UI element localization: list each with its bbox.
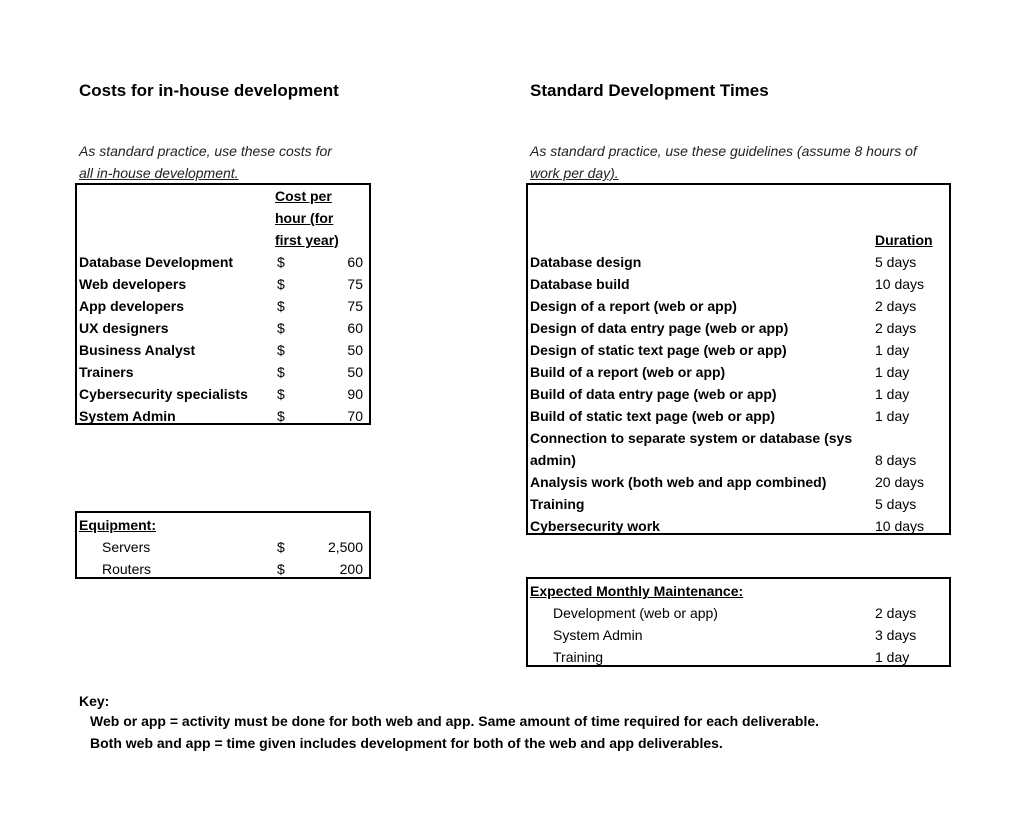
time-duration: 8 days [875,452,917,468]
time-row [528,339,949,361]
maintenance-label: System Admin [553,627,643,643]
cost-currency: $ [277,342,285,358]
maintenance-duration: 1 day [875,649,910,665]
cost-value: 75 [347,276,363,292]
cost-value: 60 [347,254,363,270]
time-duration: 5 days [875,496,917,512]
key-line2: Both web and app = time given includes development for both of the web and app deliverables. [90,735,723,751]
time-task-label: admin) [530,452,576,468]
time-duration: 20 days [875,474,925,490]
cost-row [77,251,369,273]
time-duration: 1 day [875,386,910,402]
equipment-title: Equipment: [79,517,156,533]
costs-title: Costs for in-house development [79,81,339,100]
time-duration: 10 days [875,276,925,292]
maintenance-label: Development (web or app) [553,605,718,621]
cost-currency: $ [277,320,285,336]
time-row [528,273,949,295]
maintenance-row [528,646,949,668]
cost-value: 70 [347,408,363,424]
cost-currency: $ [277,298,285,314]
times-table [526,183,951,535]
cost-currency: $ [277,386,285,402]
cost-value: 60 [347,320,363,336]
maintenance-label: Training [553,649,604,665]
cost-row [77,295,369,317]
maintenance-row [528,602,949,624]
equipment-row [77,536,369,558]
time-row [528,317,949,339]
time-task-label: Connection to separate system or database (sys [530,430,853,446]
cost-role-label: Cybersecurity specialists [79,386,248,402]
maintenance-table [526,577,951,667]
cost-row [77,383,369,405]
costs-header-line3: first year) [275,232,339,248]
cost-row [77,273,369,295]
cost-value: 50 [347,342,363,358]
time-task-label: Training [530,496,585,512]
cost-row [77,405,369,427]
times-title: Standard Development Times [530,81,769,100]
cost-currency: $ [277,408,285,424]
time-task-label: Cybersecurity work [530,518,660,534]
cost-role-label: Database Development [79,254,234,270]
key-title: Key: [79,693,110,709]
cost-value: 90 [347,386,363,402]
equipment-label: Routers [102,561,152,577]
time-row [528,471,949,493]
cost-currency: $ [277,364,285,380]
cost-value: 75 [347,298,363,314]
cost-currency: $ [277,254,285,270]
costs-intro-line1: As standard practice, use these costs for [79,143,332,159]
equipment-currency: $ [277,539,285,555]
time-task-label: Analysis work (both web and app combined) [530,474,827,490]
time-task-label: Database build [530,276,630,292]
times-intro-line1: As standard practice, use these guidelines (assume 8 hours of [530,143,917,159]
costs-table [75,183,371,425]
maintenance-duration: 3 days [875,627,917,643]
cost-role-label: Web developers [79,276,187,292]
time-row [528,449,949,471]
time-task-label: Build of static text page (web or app) [530,408,776,424]
time-duration: 2 days [875,320,917,336]
costs-header-line2: hour (for [275,210,334,226]
maintenance-row [528,624,949,646]
key-line1: Web or app = activity must be done for both web and app. Same amount of time required for each deliverable. [90,713,820,729]
time-row [528,383,949,405]
cost-role-label: App developers [79,298,185,314]
times-intro-line2: work per day). [530,165,619,181]
time-task-label: Build of a report (web or app) [530,364,726,380]
time-row [528,405,949,427]
time-task-label: Build of data entry page (web or app) [530,386,777,402]
time-row [528,515,949,537]
maintenance-title: Expected Monthly Maintenance: [530,583,744,599]
time-row [528,427,949,449]
cost-role-label: UX designers [79,320,169,336]
equipment-value: 200 [339,561,363,577]
time-task-label: Design of a report (web or app) [530,298,737,314]
cost-row [77,317,369,339]
costs-header-line1: Cost per [275,188,332,204]
time-duration: 1 day [875,408,910,424]
time-row [528,361,949,383]
cost-row [77,339,369,361]
equipment-value: 2,500 [327,539,363,555]
equipment-label: Servers [102,539,151,555]
cost-role-label: Trainers [79,364,134,380]
times-header: Duration [875,232,933,248]
time-task-label: Database design [530,254,642,270]
time-duration: 1 day [875,364,910,380]
time-row [528,493,949,515]
costs-intro-line2: all in-house development. [79,165,239,181]
cost-currency: $ [277,276,285,292]
time-duration: 5 days [875,254,917,270]
maintenance-duration: 2 days [875,605,917,621]
cost-role-label: Business Analyst [79,342,196,358]
time-row [528,295,949,317]
time-duration: 1 day [875,342,910,358]
cost-value: 50 [347,364,363,380]
time-task-label: Design of data entry page (web or app) [530,320,789,336]
equipment-table [75,511,371,579]
time-duration: 10 days [875,518,925,534]
cost-role-label: System Admin [79,408,176,424]
time-task-label: Design of static text page (web or app) [530,342,787,358]
time-duration: 2 days [875,298,917,314]
cost-row [77,361,369,383]
time-row [528,251,949,273]
equipment-row [77,558,369,580]
equipment-currency: $ [277,561,285,577]
